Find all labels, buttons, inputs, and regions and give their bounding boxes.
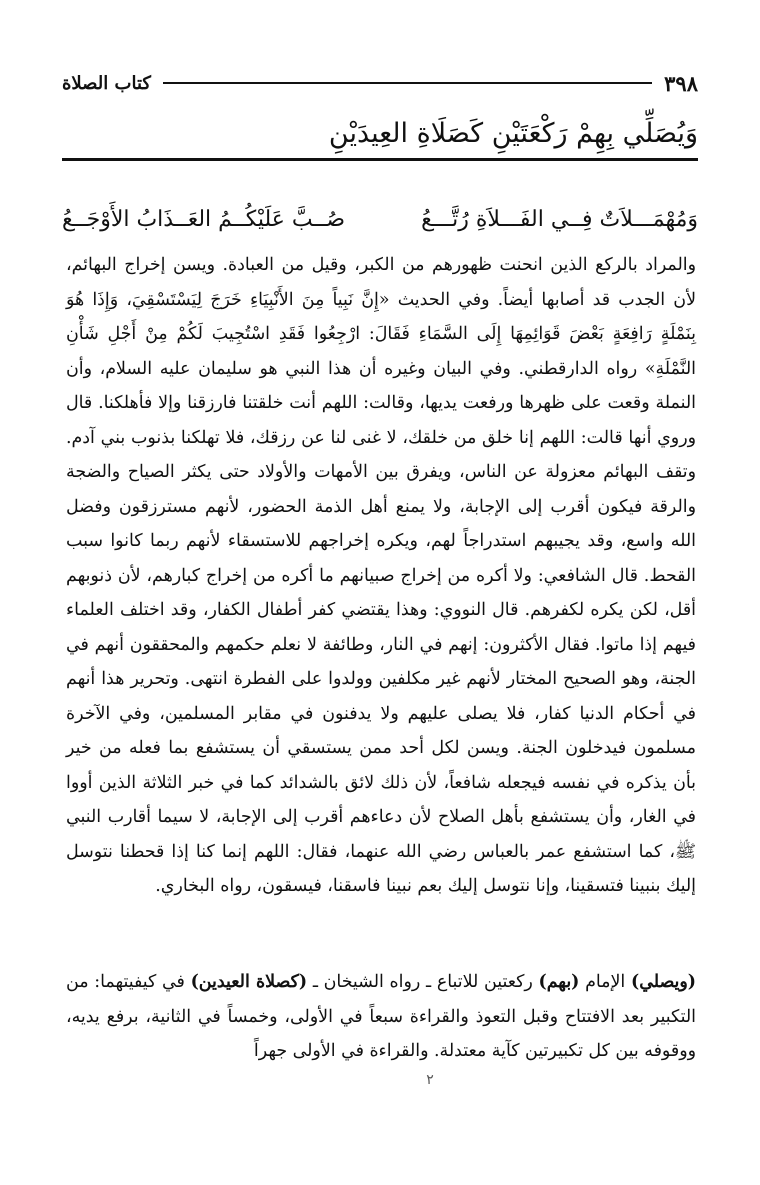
running-header [62, 68, 698, 98]
matn-word-kasalat-aleidayn: (كصلاة العيدين) [190, 972, 308, 992]
verse-hemistich-right: وَمُهْمَـــلاَتٌ فِــي الفَـــلاَةِ رُتَّـــعُ [421, 207, 698, 232]
poem-verse [62, 200, 698, 240]
matn-open-paren: ( [687, 972, 697, 992]
explanation-text-1: الإمام [579, 972, 631, 992]
matn-close-paren: ) [630, 972, 640, 992]
explanation-text-2: ركعتين للاتباع ـ رواه الشيخان ـ [307, 972, 539, 992]
commentary-paragraph: والمراد بالركع الذين انحنت ظهورهم من الكبر، وقيل من العبادة. ويسن إخراج البهائم، لأن الجدب قد أصابها أيضاً. وفي الحديث «إِنَّ نَبِياً مِنَ الأَنْبِيَاءِ خَرَجَ لِيَسْتَسْقِيَ، وَإِذَا هُوَ بِنَمْلَةٍ رَافِعَةٍ بَعْضَ قَوَائِمِهَا إِلَى السَّمَاءِ فَقَالَ: ارْجِعُوا فَقَدِ اسْتُجِيبَ لَكُمْ مِنْ أَجْلِ شَأْنِ النَّمْلَةِ» رواه الدارقطني. وفي البيان وغيره أن هذا النبي هو سليمان عليه السلام، وأن النملة وقعت على ظهرها ورفعت يديها، وقالت: اللهم أنت خلقتنا فارزقنا وإلا فأهلكنا. قال وروي أنها قالت: اللهم إنا خلق من خلقك، لا غنى لنا عن رزقك، فلا تهلكنا بذنوب بني آدم. وتقف البهائم معزولة عن الناس، ويفرق بين الأمهات والأولاد حتى يكثر الصياح والضجة والرقة فيكون أقرب إلى الإجابة، ولا يمنع أهل الذمة الحضور، لأنهم مسترزقون وفضل الله واسع، وقد يجيبهم استدراجاً لهم، ويكره إخراجهم للاستسقاء لأنهم ربما كانوا سبب القحط. قال الشافعي: ولا أكره من إخراج صبيانهم ما أكره من إخراج كبارهم، لأن ذنوبهم أقل، لكن يكره لكفرهم. قال النووي: وهذا يقتضي كفر أطفال الكفار، وقد اختلف العلماء فيهم إذا ماتوا. فقال الأكثرون: إنهم في النار، وطائفة لا نعلم حكمهم والمحققون أنهم في الجنة، وهو الصحيح المختار لأنهم غير مكلفين وولدوا على الفطرة انتهى. وتحرير هذا أنهم في أحكام الدنيا كفار، فلا يصلى عليهم ولا يدفنون في مقابر المسلمين، وفي الآخرة مسلمون فيدخلون الجنة. ويسن لكل أحد ممن يستسقي أن يستشفع بما فعله من خير بأن يذكره في نفسه فيجعله شافعاً، لأن ذلك لائق بالشدائد كما في خبر الثلاثة الذين أووا في الغار، وأن يستشفع بأهل الصلاح لأن دعاءهم أقرب إلى الإجابة، لا سيما أقارب النبي ﷺ، كما استشفع عمر بالعباس رضي الله عنهما، فقال: اللهم إنما كنا إذا قحطنا نتوسل إليك بنبينا فتسقينا، وإنا نتوسل إليك بعم نبينا فاسقنا، فيسقون، رواه البخاري. [66, 255, 696, 896]
matn-word-yusalli: ويصلي [639, 972, 688, 992]
header-rule [163, 82, 652, 84]
explanation-paragraph [66, 965, 696, 1069]
explanation-text-3: في كيفيتهما: من التكبير بعد الافتتاح وقبل التعوذ والقراءة سبعاً في الأولى، وخمساً في الثانية، برفع يديه، ووقوفه بين كل تكبيرتين كآية معتدلة. والقراءة في الأولى جهراً [66, 972, 696, 1061]
page-number: ٣٩٨ [664, 70, 698, 96]
footer-mark: ٢ [426, 1072, 434, 1088]
matn-line: وَيُصَلِّي بِهِمْ رَكْعَتَيْنِ كَصَلَاةِ العِيدَيْنِ [328, 118, 698, 149]
verse-hemistich-left: صُــبَّ عَلَيْكُــمُ العَــذَابُ الأَوْجَــعُ [62, 207, 346, 232]
book-title: كتاب الصلاة [62, 72, 151, 94]
matn-divider [62, 158, 698, 161]
matn-word-bihim: (بهم) [538, 972, 580, 992]
